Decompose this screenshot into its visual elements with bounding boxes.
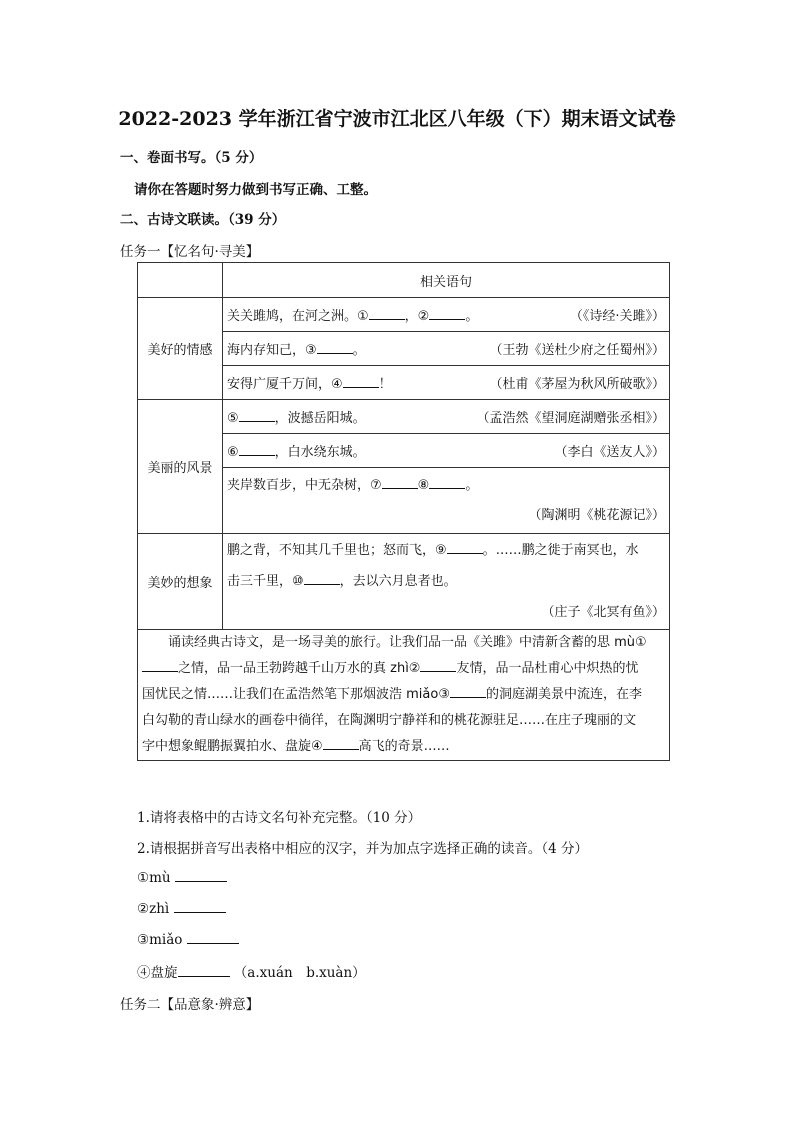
row-text: 夹岸数百步，中无杂树，⑦	[227, 477, 382, 493]
answer-blank[interactable]	[239, 442, 275, 456]
table-cell	[223, 400, 670, 434]
section1-instruction: 请你在答题时努力做到书写正确、工整。	[134, 182, 377, 198]
answer-blank[interactable]	[450, 684, 486, 698]
row-text: ，②	[404, 309, 430, 324]
table-cell	[223, 332, 670, 366]
table-row	[138, 298, 670, 332]
pinyin-label: ①mù	[137, 870, 171, 886]
row-text: 。……鹏之徙于南冥也，水	[482, 543, 639, 558]
paragraph-text: 国忧民之情……让我们在孟浩然笔下那烟波浩 miǎo③	[142, 687, 450, 702]
table-cell	[223, 434, 670, 468]
answer-blank[interactable]	[369, 306, 405, 320]
answer-blank[interactable]	[420, 658, 456, 672]
answer-blank[interactable]	[142, 658, 178, 672]
pinyin-label: ④盘旋	[137, 965, 178, 981]
pinyin-label: ③miǎo	[137, 932, 183, 948]
pinyin-item	[137, 868, 227, 886]
category-cell: 美好的情感	[138, 298, 223, 400]
paragraph-cell	[138, 630, 670, 761]
row-text: 击三千里，⑩	[227, 574, 304, 589]
table-corner-cell	[138, 263, 223, 298]
row-text: ！	[378, 377, 392, 392]
answer-blank[interactable]	[343, 374, 379, 388]
paragraph-text: 字中想象鲲鹏振翼拍水、盘旋④	[142, 739, 323, 754]
paragraph-text: 诵读经典古诗文，是一场寻美的旅行。让我们品一品《关雎》中清新含蓄的思 mù①	[168, 635, 647, 650]
pinyin-item	[137, 899, 226, 917]
answer-blank[interactable]	[187, 930, 239, 944]
section1-heading: 一、卷面书写。（5 分）	[120, 150, 263, 166]
page-title: 2022-2023 学年浙江省宁波市江北区八年级（下）期末语文试卷	[118, 108, 676, 130]
row-text: 。	[352, 343, 366, 358]
table-row	[138, 400, 670, 434]
row-source: （李白《送友人》）	[554, 445, 665, 460]
answer-blank[interactable]	[323, 736, 359, 750]
pinyin-item	[137, 961, 366, 981]
question-2: 2.请根据拼音写出表格中相应的汉字，并为加点字选择正确的读音。（4 分）	[137, 841, 589, 857]
pinyin-options: （a.xuán b.xuàn）	[233, 965, 366, 981]
paragraph-text: 友情，品一品杜甫心中炽热的忧	[456, 661, 639, 676]
row-source: （《诗经·关雎》）	[569, 309, 665, 324]
row-source: （孟浩然《望洞庭湖赠张丞相》）	[476, 411, 665, 426]
answer-blank[interactable]	[239, 408, 275, 422]
row-source: （庄子《北冥有鱼》）	[541, 605, 665, 620]
row-source: （王勃《送杜少府之任蜀州》）	[489, 343, 665, 358]
task1-label: 任务一【忆名句·寻美】	[120, 244, 260, 260]
paragraph-text: 的洞庭湖美景中流连，在李	[485, 687, 642, 702]
paragraph-text: 之情，品一品王勃跨越千山万水的真 zhì②	[178, 661, 421, 676]
row-text: ⑧	[417, 477, 430, 493]
table-cell	[223, 468, 670, 534]
row-text: ，去以六月息者也。	[339, 574, 457, 589]
answer-blank[interactable]	[304, 571, 340, 585]
row-source: （杜甫《茅屋为秋风所破歌》）	[489, 377, 665, 392]
paragraph-text: 高飞的奇景……	[358, 739, 450, 754]
answer-blank[interactable]	[429, 475, 465, 489]
pinyin-item	[137, 930, 239, 948]
row-source: （陶渊明《桃花源记》）	[528, 507, 665, 523]
paragraph-text: 白勾勒的青山绿水的画卷中徜徉，在陶渊明宁静祥和的桃花源驻足……在庄子瑰丽的文	[142, 713, 637, 728]
row-text: 安得广厦千万间，④	[227, 377, 343, 392]
answer-blank[interactable]	[447, 540, 483, 554]
row-text: 鹏之背，不知其几千里也；怒而飞，⑨	[227, 543, 447, 558]
section2-heading: 二、古诗文联读。（39 分）	[120, 212, 286, 228]
table-cell	[223, 366, 670, 400]
row-text: 海内存知己，③	[227, 343, 317, 358]
row-text: ⑥	[227, 445, 239, 460]
row-text: 。	[465, 309, 479, 324]
answer-blank[interactable]	[317, 340, 353, 354]
category-cell: 美丽的风景	[138, 400, 223, 534]
table-cell	[223, 298, 670, 332]
task2-label: 任务二【品意象·辨意】	[120, 997, 260, 1013]
row-text: 关关雎鸠，在河之洲。①	[227, 309, 369, 324]
question-1: 1.请将表格中的古诗文名句补充完整。（10 分）	[137, 810, 422, 826]
pinyin-label: ②zhì	[137, 901, 170, 917]
category-cell: 美妙的想象	[138, 534, 223, 630]
row-text: 。	[465, 477, 479, 493]
row-text: ，波撼岳阳城。	[274, 411, 366, 426]
answer-blank[interactable]	[382, 475, 418, 489]
table-cell	[223, 534, 670, 630]
answer-blank[interactable]	[178, 963, 230, 977]
poem-table	[137, 262, 670, 761]
answer-blank[interactable]	[175, 868, 227, 882]
table-row	[138, 630, 670, 761]
row-text: ，白水绕东城。	[274, 445, 366, 460]
answer-blank[interactable]	[429, 306, 465, 320]
table-header: 相关语句	[223, 263, 670, 298]
table-row	[138, 534, 670, 630]
row-text: ⑤	[227, 411, 239, 426]
answer-blank[interactable]	[174, 899, 226, 913]
